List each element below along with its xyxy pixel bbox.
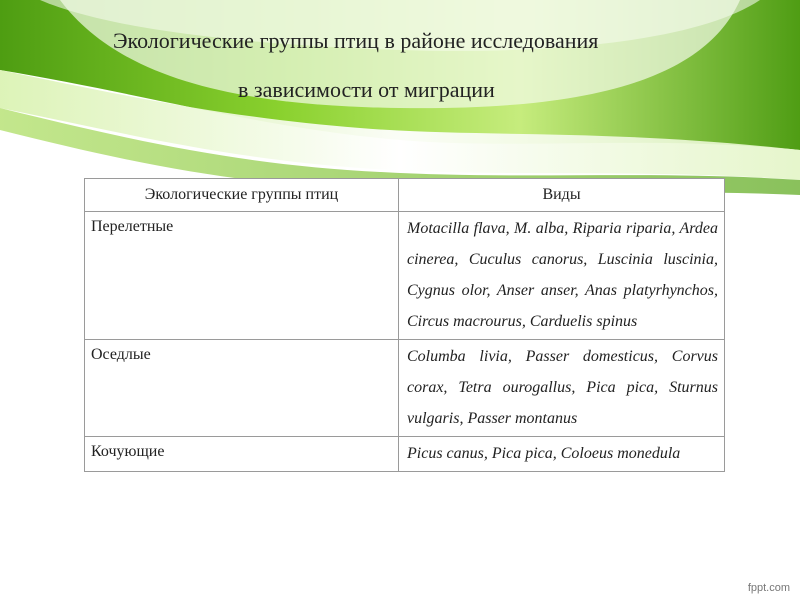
column-header-groups: Экологические группы птиц	[85, 179, 399, 212]
bird-groups-table	[84, 178, 725, 472]
brand-watermark: fppt.com	[747, 582, 790, 594]
table-header-row	[85, 179, 725, 212]
table-row	[85, 437, 725, 472]
table-row	[85, 212, 725, 340]
title-line-2: в зависимости от миграции	[238, 77, 495, 102]
title-line-1: Экологические группы птиц в районе исследования	[113, 28, 599, 53]
species-cell: Columba livia, Passer domesticus, Corvus corax, Tetra ourogallus, Pica pica, Sturnus vulgaris, Passer montanus	[399, 340, 725, 437]
group-cell: Оседлые	[85, 340, 399, 437]
group-cell: Перелетные	[85, 212, 399, 340]
group-cell: Кочующие	[85, 437, 399, 472]
species-cell: Motacilla flava, M. alba, Riparia riparia, Ardea cinerea, Cuculus canorus, Luscinia luscinia, Cygnus olor, Anser anser, Anas platyrhynchos, Circus macrourus, Carduelis spinus	[399, 212, 725, 340]
species-cell: Picus canus, Pica pica, Coloeus monedula	[399, 437, 725, 472]
table-row	[85, 340, 725, 437]
column-header-species: Виды	[399, 179, 725, 212]
